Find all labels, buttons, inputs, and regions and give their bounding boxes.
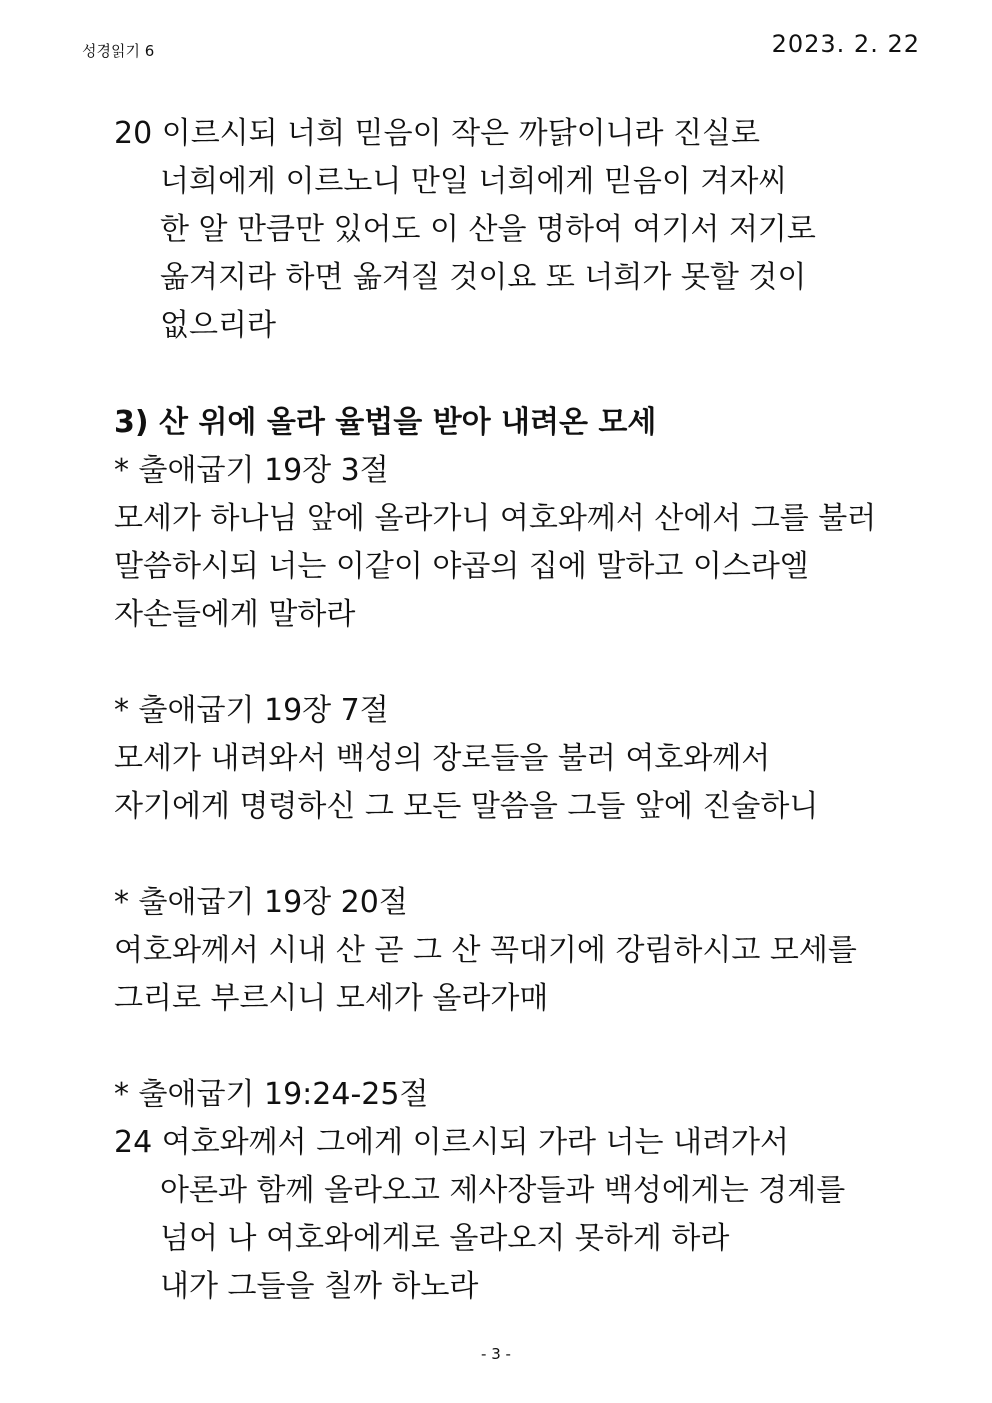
verse-line: 모세가 내려와서 백성의 장로들을 불러 여호와께서 (114, 741, 771, 776)
verse-line: 20 이르시되 너희 믿음이 작은 까닭이니라 진실로 (114, 116, 761, 151)
verse-line: 24 여호와께서 그에게 이르시되 가라 너는 내려가서 (114, 1125, 789, 1160)
verse-line: 말씀하시되 너는 이같이 야곱의 집에 말하고 이스라엘 (114, 549, 809, 584)
verse-line: 자손들에게 말하라 (114, 597, 356, 632)
verse-line: 넘어 나 여호와에게로 올라오지 못하게 하라 (160, 1221, 730, 1256)
verse-line: 한 알 만큼만 있어도 이 산을 명하여 여기서 저기로 (160, 212, 816, 247)
header-date: 2023. 2. 22 (771, 30, 920, 58)
scripture-reference: * 출애굽기 19장 3절 (114, 453, 389, 488)
scripture-reference: * 출애굽기 19장 7절 (114, 693, 389, 728)
page-number: - 3 - (481, 1345, 511, 1363)
header-title: 성경읽기 6 (82, 42, 155, 60)
verse-line: 아론과 함께 올라오고 제사장들과 백성에게는 경계를 (160, 1173, 846, 1208)
verse-line: 여호와께서 시내 산 곧 그 산 꼭대기에 강림하시고 모세를 (114, 933, 857, 968)
verse-line: 옮겨지라 하면 옮겨질 것이요 또 너희가 못할 것이 (160, 260, 807, 295)
verse-line: 너희에게 이르노니 만일 너희에게 믿음이 겨자씨 (160, 164, 788, 199)
verse-line: 내가 그들을 칠까 하노라 (160, 1269, 479, 1304)
verse-line: 모세가 하나님 앞에 올라가니 여호와께서 산에서 그를 불러 (114, 501, 877, 536)
scripture-reference: * 출애굽기 19:24-25절 (114, 1077, 429, 1112)
section-heading: 3) 산 위에 올라 율법을 받아 내려온 모세 (114, 405, 657, 440)
verse-line: 없으리라 (160, 308, 276, 343)
verse-line: 그리로 부르시니 모세가 올라가매 (114, 981, 549, 1016)
scripture-reference: * 출애굽기 19장 20절 (114, 885, 408, 920)
verse-line: 자기에게 명령하신 그 모든 말씀을 그들 앞에 진술하니 (114, 789, 819, 824)
